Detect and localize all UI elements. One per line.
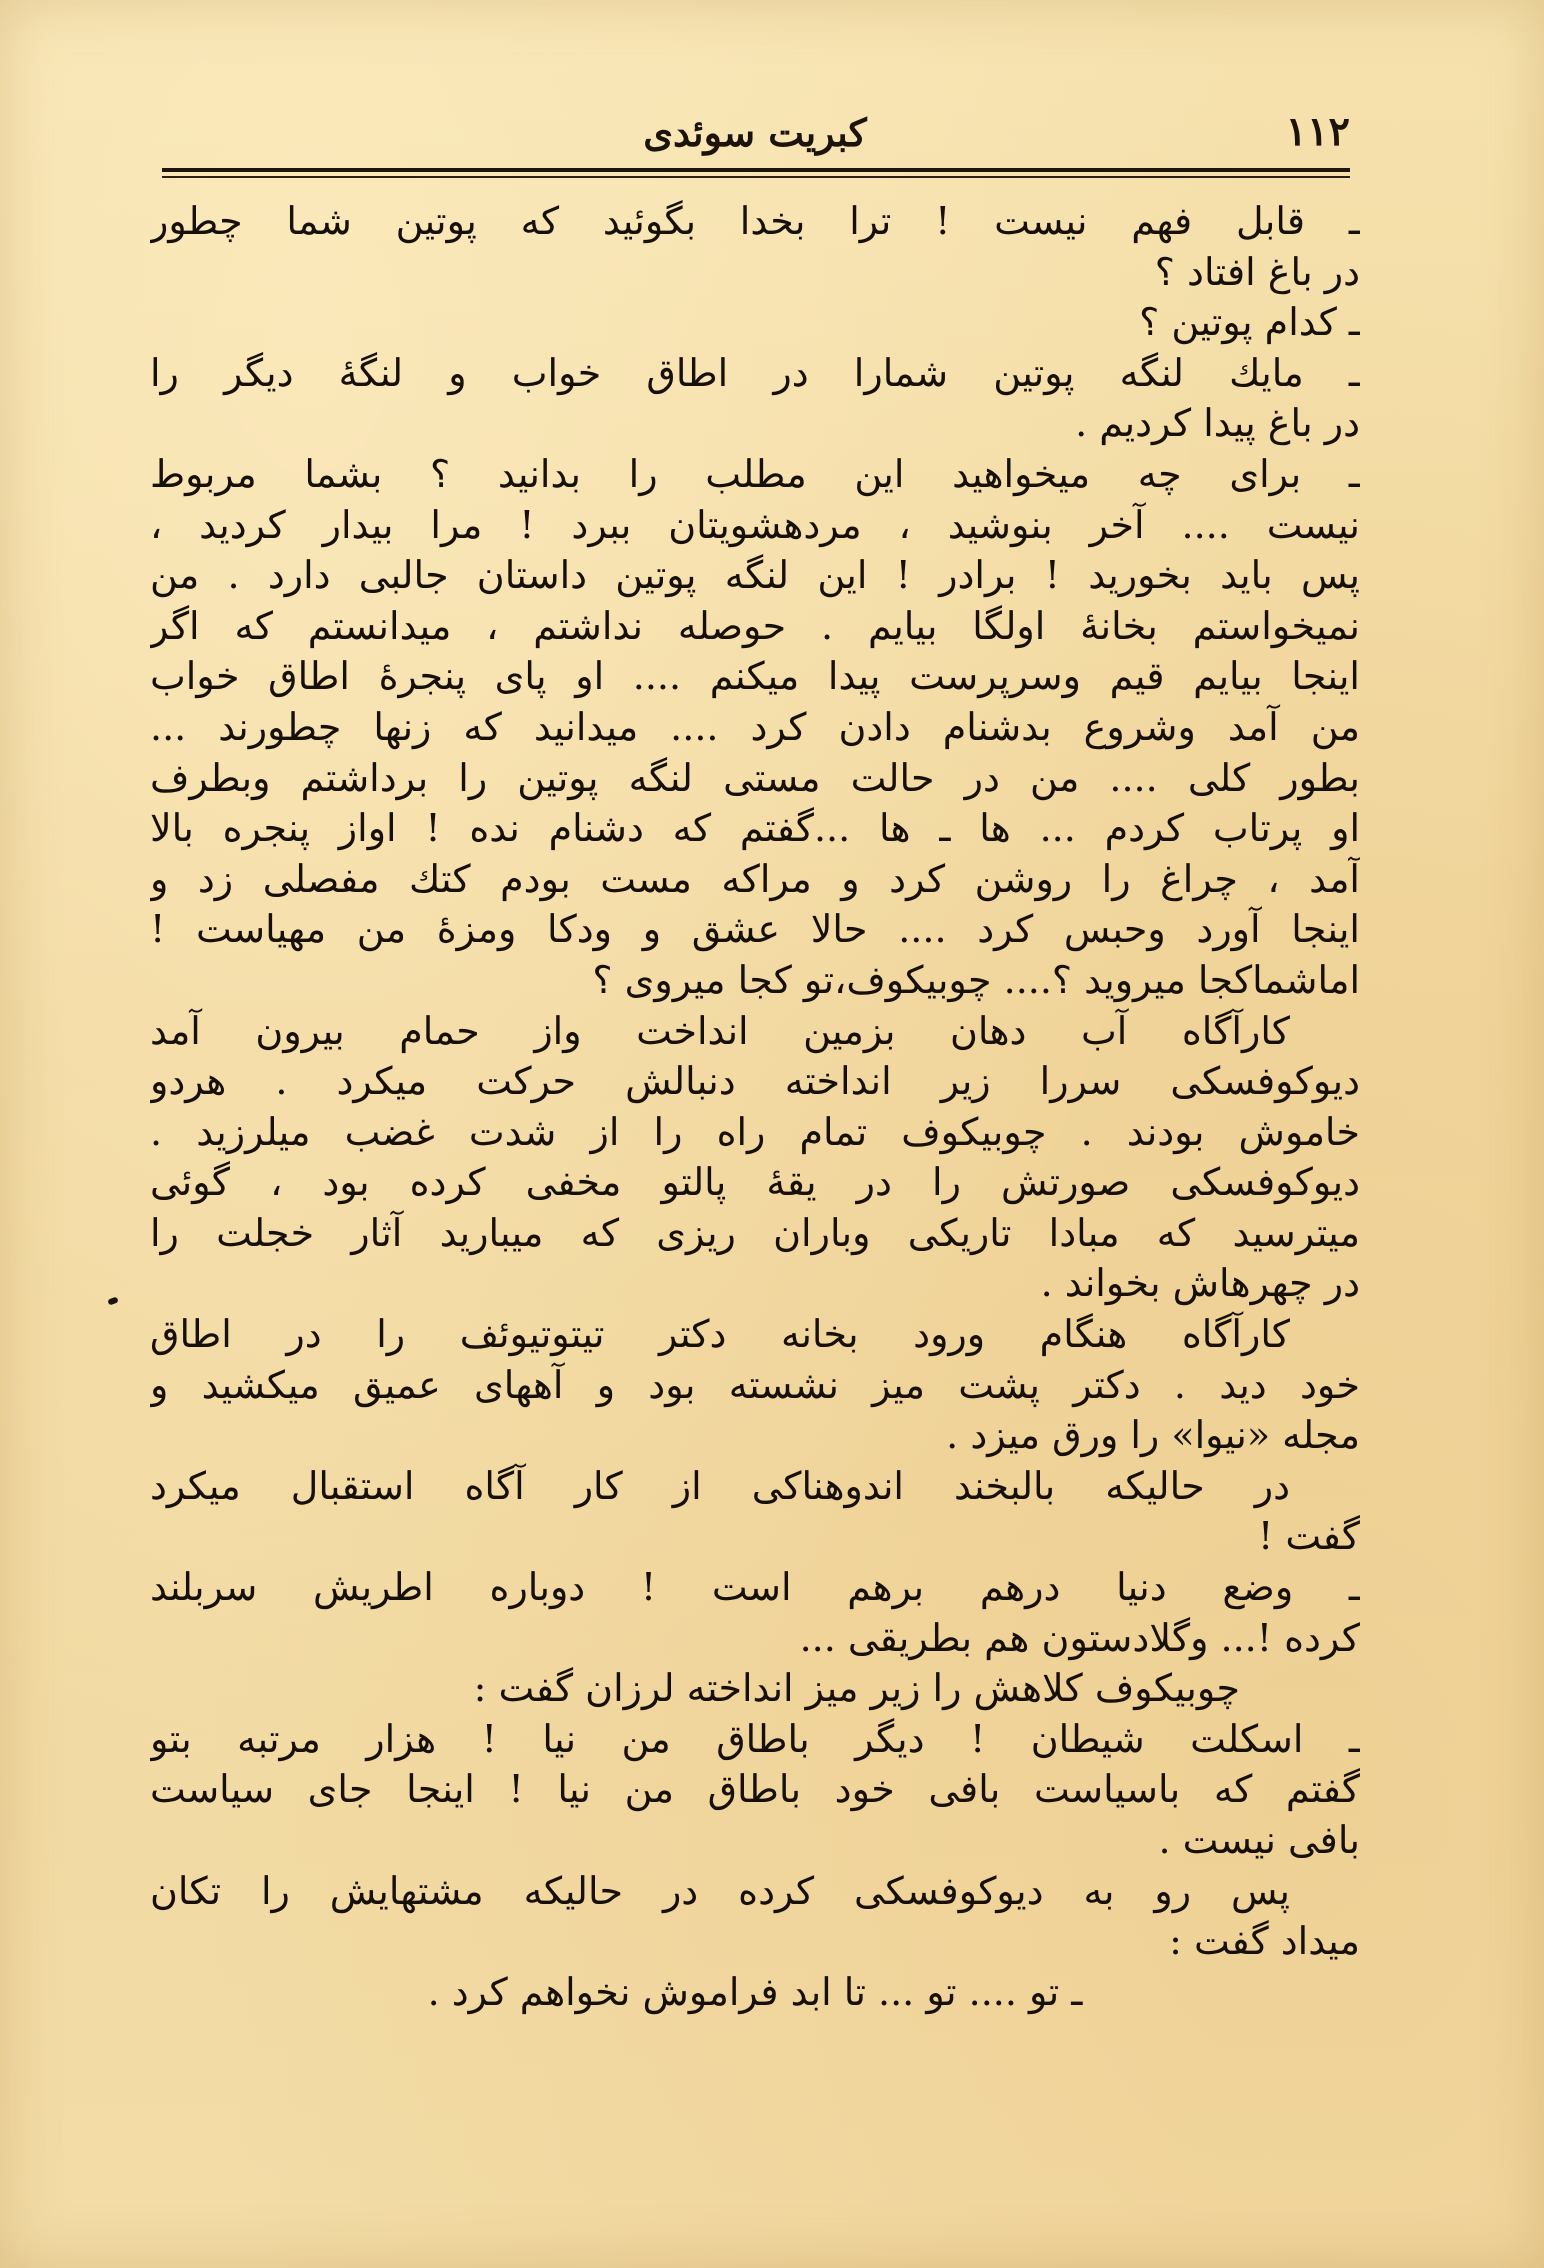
text-line: کارآگاه هنگام ورود بخانه دکتر تیتوتیوئف را در اطاق [150,1312,1290,1357]
text-line: چوبیکوف کلاهش را زیر میز انداخته لرزان گفت : [473,1666,1240,1711]
text-line: میداد گفت : [1169,1919,1360,1964]
text-line: میترسید که مبادا تاریکی وباران ریزی که میبارید آثار خجلت را [150,1210,1360,1255]
text-line: در حالیکه بالبخند اندوهناکی از کار آگاه استقبال میکرد [150,1463,1290,1508]
text-line: پس باید بخورید ! برادر ! این لنگه پوتین داستان جالبی دارد . من [150,553,1360,598]
page-header [160,108,1350,168]
text-line: مجله «نیوا» را ورق میزد . [946,1413,1360,1458]
text-line: گفت ! [1258,1514,1360,1559]
text-line: خود دید . دکتر پشت میز نشسته بود و آههای عمیق میکشید و [150,1362,1360,1407]
text-line: در باغ پیدا کردیم . [1075,401,1360,446]
text-line: بطور کلی .... من در حالت مستی لنگه پوتین را برداشتم وبطرف [150,755,1360,800]
text-line: بافی نیست . [1158,1818,1360,1862]
text-line: نیست .... آخر بنوشید ، مردهشویتان ببرد ! مرا بیدار کردید ، [150,502,1360,547]
header-rule-thick [162,168,1350,172]
margin-mark [107,1296,118,1305]
text-line: گفتم که باسیاست بافی خود باطاق من نیا ! اینجا جای سیاست [150,1767,1360,1812]
text-line: کرده !... وگلادستون هم بطریقی ... [799,1615,1360,1660]
text-line: اماشماکجا میروید ؟.... چوبیکوف،تو کجا میروی ؟ [592,957,1360,1002]
running-title: کبریت سوئدی [643,110,867,155]
text-line: آمد ، چراغ را روشن کرد و مراکه مست بودم کتك مفصلی زد و [150,856,1360,901]
text-line: ـ برای چه میخواهید این مطلب را بدانید ؟ بشما مربوط [150,451,1360,496]
text-line: ـ کدام پوتین ؟ [1139,300,1360,345]
text-line: اینجا آورد وحبس کرد .... حالا عشق و ودکا ومزهٔ من مهیاست ! [150,907,1360,952]
text-line: دیوکوفسکی سررا زیر انداخته دنبالش حرکت میکرد . هردو [150,1059,1360,1104]
text-line: من آمد وشروع بدشنام دادن کرد .... میدانید که زنها چطورند ... [150,704,1360,749]
text-line: در باغ افتاد ؟ [1154,249,1360,294]
text-line: در چهرهاش بخواند . [1040,1261,1360,1306]
text-line: ـ اسکلت شیطان ! دیگر باطاق من نیا ! هزار مرتبه بتو [150,1716,1360,1761]
text-line: ـ تو .... تو ... تا ابد فراموش نخواهم کرد . [427,1969,1083,2014]
text-line: او پرتاب کردم ... ها ـ ها ...گفتم که دشنام نده ! اواز پنجره بالا [150,806,1360,851]
text-line: ـ وضع دنیا درهم برهم است ! دوباره اطریش سربلند [150,1565,1360,1610]
text-line: خاموش بودند . چوبیکوف تمام راه را از شدت غضب میلرزید . [150,1109,1360,1154]
page-number: ۱۱۲ [1285,108,1350,155]
text-line: نمیخواستم بخانهٔ اولگا بیایم . حوصله نداشتم ، میدانستم که اگر [150,603,1360,648]
text-line: دیوکوفسکی صورتش را در یقهٔ پالتو مخفی کرده بود ، گوئی [150,1160,1360,1205]
header-rule-thin [162,176,1350,178]
text-line: ـ مایك لنگه پوتین شمارا در اطاق خواب و لنگهٔ دیگر را [150,350,1360,395]
text-line: پس رو به دیوکوفسکی کرده در حالیکه مشتهایش را تکان [150,1868,1290,1913]
text-line: اینجا بیایم قیم وسرپرست پیدا میکنم .... او پای پنجرهٔ اطاق خواب [150,654,1360,699]
text-line: کارآگاه آب دهان بزمین انداخت واز حمام بیرون آمد [150,1008,1290,1053]
body-text [150,196,1360,2017]
text-line: ـ قابل فهم نیست ! ترا بخدا بگوئید که پوتین شما چطور [150,199,1360,243]
